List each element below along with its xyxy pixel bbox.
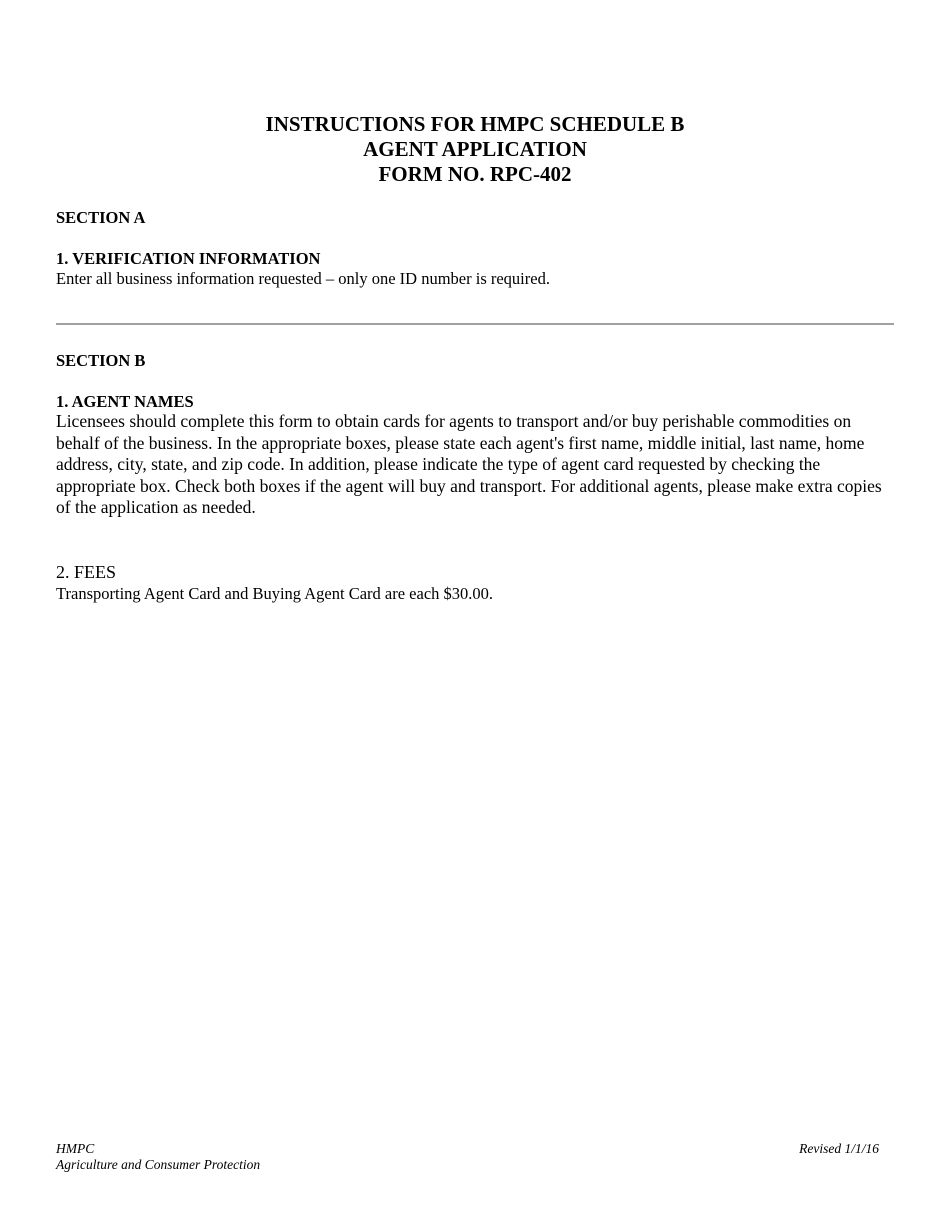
verification-heading: 1. VERIFICATION INFORMATION (56, 249, 321, 268)
footer-revised-date: Revised 1/1/16 (799, 1141, 879, 1156)
title-line-3: FORM NO. RPC-402 (378, 162, 572, 186)
section-b-heading: SECTION B (56, 351, 146, 370)
footer-organization (56, 1141, 260, 1173)
verification-instructions: Enter all business information requested – only one ID number is required. (56, 269, 550, 288)
section-a-heading: SECTION A (56, 208, 146, 227)
document-title (0, 112, 950, 187)
fees-heading: 2. FEES (56, 562, 117, 582)
agent-names-heading: 1. AGENT NAMES (56, 392, 194, 411)
fees-instructions: Transporting Agent Card and Buying Agent Card are each $30.00. (56, 584, 494, 603)
footer-org-line-2: Agriculture and Consumer Protection (56, 1157, 261, 1172)
title-line-1: INSTRUCTIONS FOR HMPC SCHEDULE B (265, 112, 685, 136)
footer-org-line-1: HMPC (56, 1141, 95, 1156)
title-line-2: AGENT APPLICATION (363, 137, 587, 161)
agent-names-instructions: Licensees should complete this form to obtain cards for agents to transport and/or buy perishable commodities on behalf of the business. In the appropriate boxes, please state each agent's first name, middle initial, last name, home address, city, state, and zip code. In addition, please indicate the type of agent card requested by checking the appropriate box. Check both boxes if the agent will buy and transport. For additional agents, please make extra copies of the application as needed. (56, 411, 882, 517)
section-divider (56, 323, 894, 325)
